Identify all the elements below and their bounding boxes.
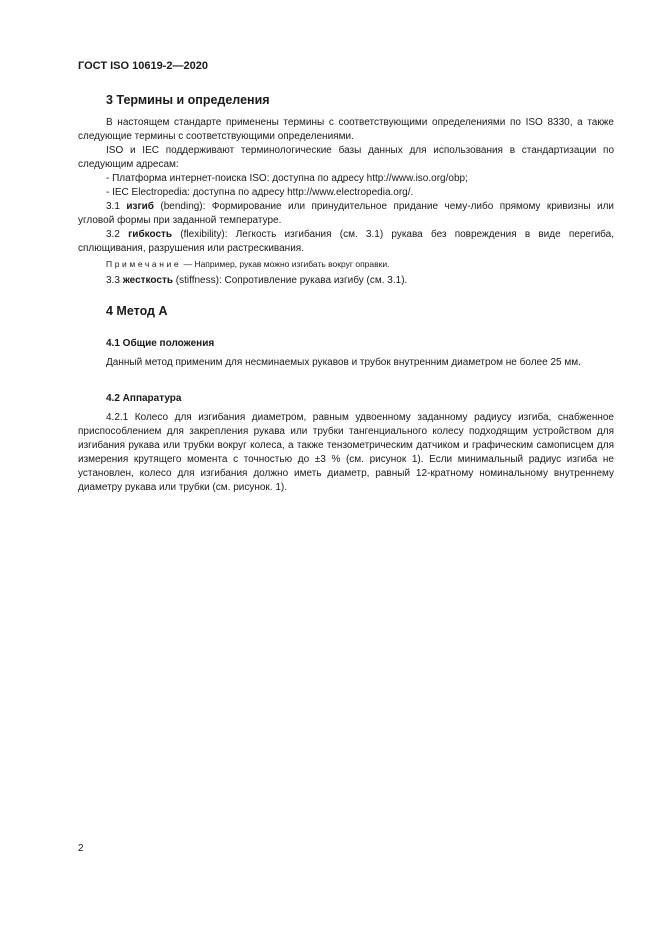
subsection-4-1-heading: 4.1 Общие положения xyxy=(106,338,215,349)
term-name: гибкость xyxy=(128,229,173,240)
clause-4-2-1-paragraph: 4.2.1 Колесо для изгибания диаметром, равным удвоенному заданному радиусу изгиба, снабженное приспособлением для закрепления рукава или трубки тангенциального колесу подходящим устройством для изгибания рукава или трубки вокруг колеса, а также тензометрическим датчиком и графическим самописцем для измерения крутящего момента с точностью до ±3 % (см. рисунок 1). Если минимальный радиус изгиба не установлен, колесо для изгибания должно иметь диаметр, равный 12-кратному номинальному внутреннему диаметру рукава или трубки (см. рисунок. 1). xyxy=(78,412,614,493)
note-label: Примечание xyxy=(106,259,182,269)
subsection-4-1-paragraph: Данный метод применим для несминаемых рукавов и трубок внутренним диаметром не более 25 мм. xyxy=(106,357,581,368)
list-item-iec-electropedia: - IEC Electropedia: доступна по адресу http://www.electropedia.org/. xyxy=(106,187,414,198)
terminology-databases-paragraph: ISO и IEC поддерживают терминологические базы данных для использования в стандартизации по следующим адресам: xyxy=(78,145,614,170)
note-text: — Например, рукав можно изгибать вокруг оправки. xyxy=(183,259,390,269)
term-name: изгиб xyxy=(126,201,154,212)
page-number: 2 xyxy=(78,843,84,854)
term-number: 3.2 xyxy=(106,229,120,240)
section-3-heading: 3 Термины и определения xyxy=(106,93,270,107)
section-4-heading: 4 Метод А xyxy=(106,304,168,318)
term-3-3-stiffness xyxy=(78,274,614,288)
term-3-1-bending xyxy=(78,200,614,228)
subsection-4-2-heading: 4.2 Аппаратура xyxy=(106,393,182,404)
term-name: жесткость xyxy=(122,275,173,286)
term-number: 3.1 xyxy=(106,201,120,212)
section-3-intro-paragraph: В настоящем стандарте применены термины с соответствующими определениями по ISO 8330, а также следующие термины с соответствующими определениями. xyxy=(78,117,614,142)
term-number: 3.3 xyxy=(106,275,120,286)
term-definition: (flexibility): Легкость изгибания (см. 3.1) рукава без повреждения в виде перегиба, сплющивания, разрушения или растрескивания. xyxy=(78,229,615,254)
note xyxy=(106,258,389,270)
term-3-2-flexibility xyxy=(78,228,614,256)
term-definition: (stiffness): Сопротивление рукава изгибу (см. 3.1). xyxy=(175,275,408,286)
list-item-iso-obp: - Платформа интернет-поиска ISO: доступна по адресу http://www.iso.org/obp; xyxy=(106,173,468,184)
standard-header: ГОСТ ISO 10619-2—2020 xyxy=(78,60,208,72)
term-definition: (bending): Формирование или принудительное придание чему-либо прямому кривизны или угловой формы при заданной температуре. xyxy=(78,201,615,226)
